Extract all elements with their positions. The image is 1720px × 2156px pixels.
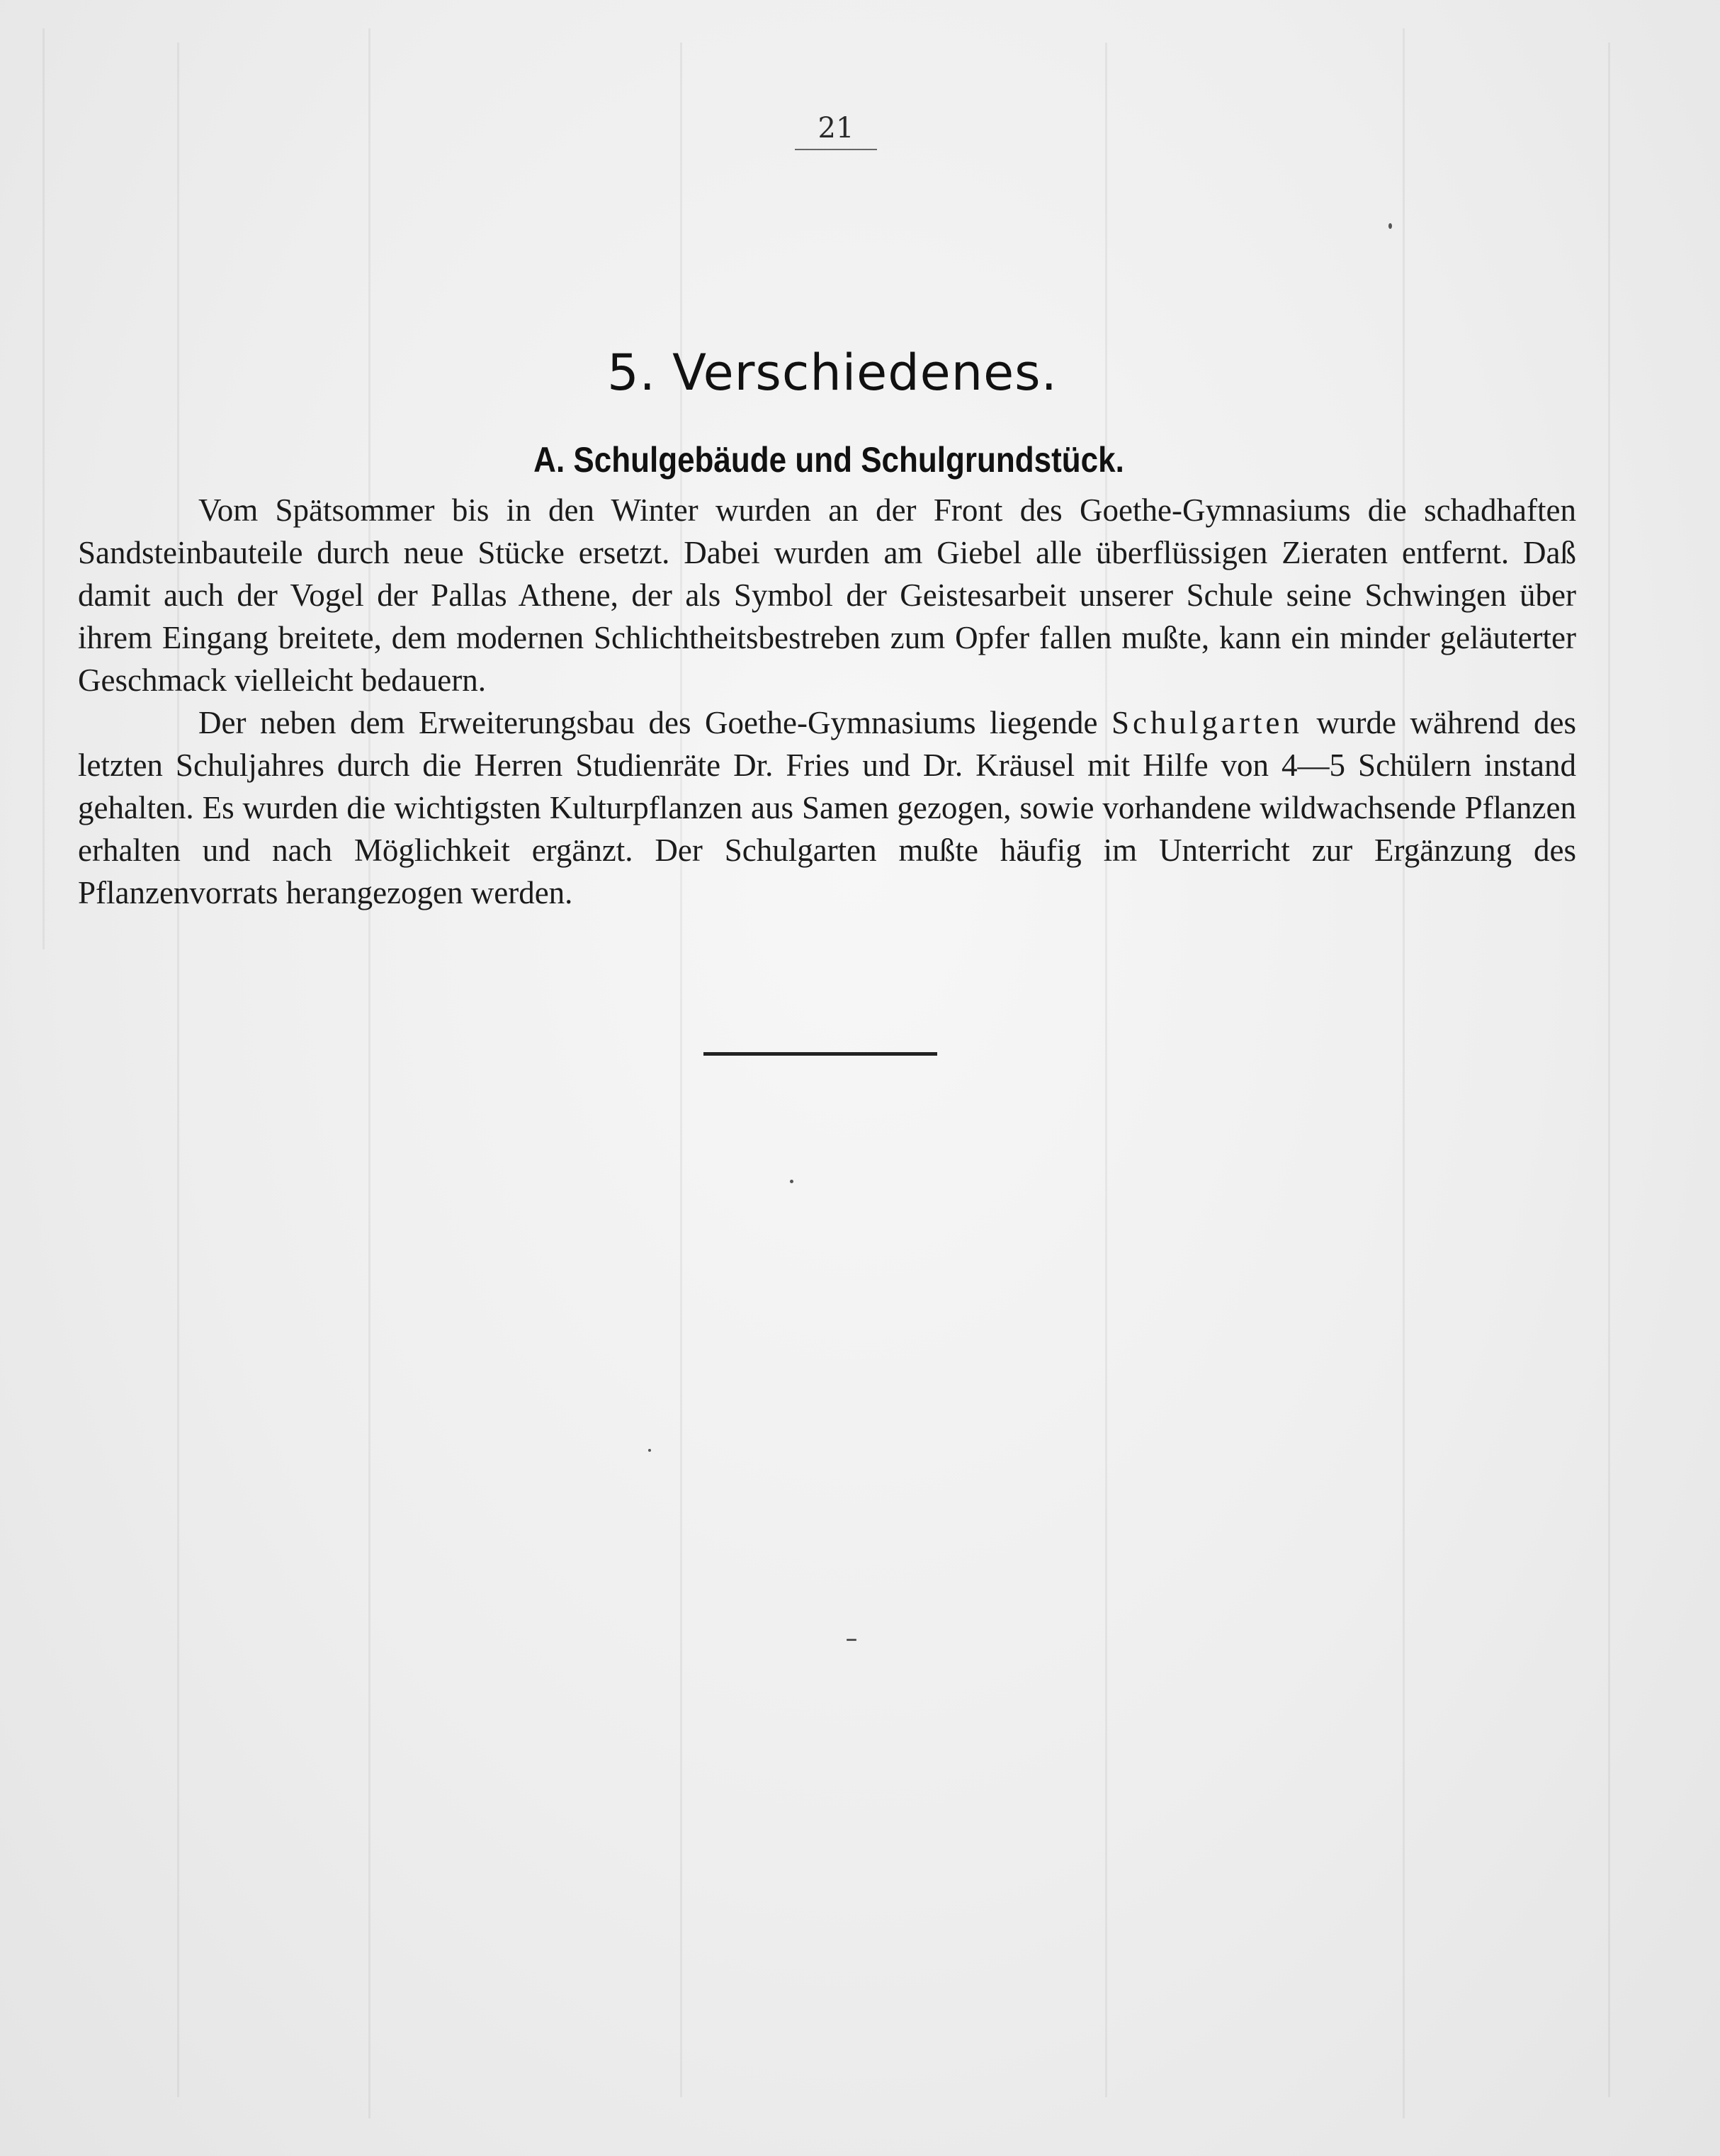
show-through-line — [43, 28, 45, 949]
emphasis-schulgarten: Schulgarten — [1111, 705, 1303, 740]
section-end-rule — [703, 1052, 937, 1056]
show-through-line — [368, 28, 370, 2118]
paper-speck — [790, 1180, 793, 1183]
paragraph-text-start: Der neben dem Erweiterungsbau des Goethe-Gymnasiums liegende — [198, 705, 1112, 740]
paragraph-school-garden — [78, 701, 1576, 914]
section-title: 5. Verschiedenes. — [607, 344, 1058, 402]
paper-speck — [1388, 223, 1392, 229]
subsection-title: A. Schulgebäude und Schulgrundstück. — [533, 440, 1124, 480]
paragraph-text-end: wurde während des letzten Schuljahres durch die Herren Studienräte Dr. Fries und Dr. Kräusel mit Hilfe von 4—5 Schülern instand gehalten. Es wurden die wichtigsten Kulturpflanzen aus Samen gezogen, sowie vorhandene wildwachsende Pflanzen erhalten und nach Möglichkeit ergänzt. Der Schulgarten mußte häufig im Unterricht zur Ergänzung des Pflanzenvorrats herangezogen werden. — [78, 705, 1576, 910]
paragraph-facade: Vom Spätsommer bis in den Winter wurden an der Front des Goethe-Gymnasiums die schadhaften Sandsteinbauteile durch neue Stücke ersetzt. Dabei wurden am Giebel alle überflüssigen Zieraten entfernt. Daß damit auch der Vogel der Pallas Athene, der als Symbol der Geistesarbeit unserer Schule seine Schwingen über ihrem Eingang breitete, dem modernen Schlichtheitsbestreben zum Opfer fallen mußte, kann ein minder geläuterter Geschmack vielleicht bedauern. — [78, 492, 1576, 698]
paper-speck — [648, 1449, 651, 1452]
page-number-rule — [795, 149, 877, 150]
body-text — [78, 489, 1576, 914]
page-number: 21 — [817, 112, 854, 145]
paper-speck — [847, 1639, 856, 1641]
show-through-line — [1403, 28, 1405, 2118]
